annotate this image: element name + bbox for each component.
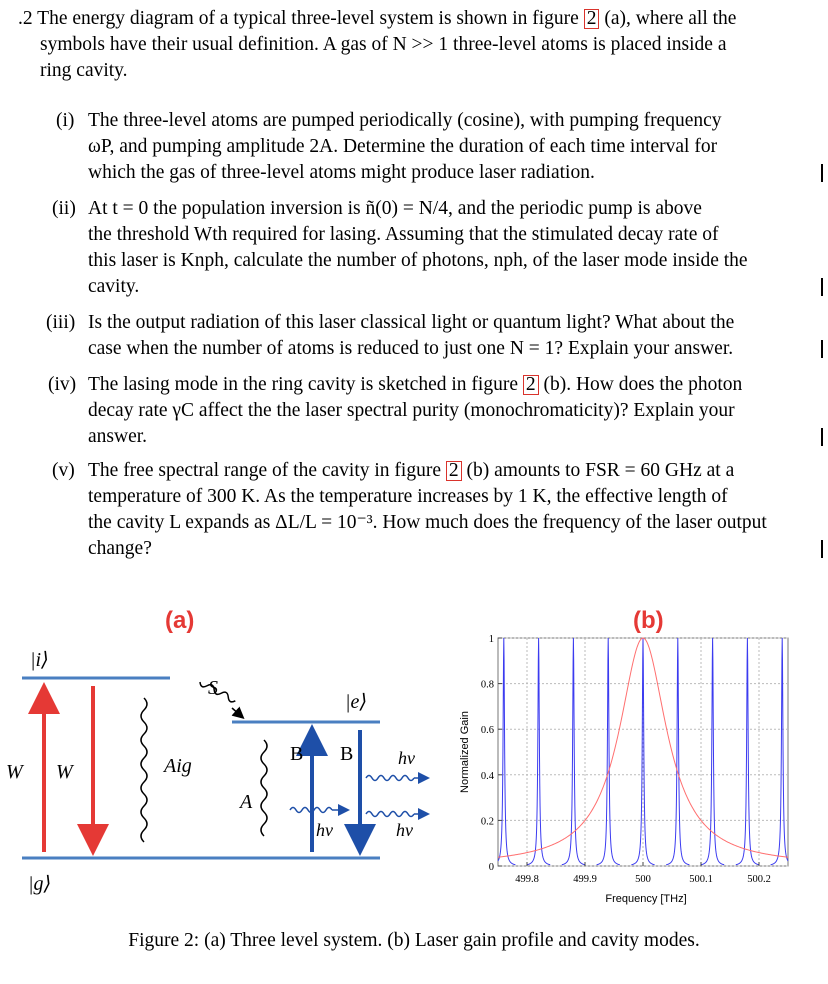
decay-eg-wave (261, 740, 267, 836)
level-i-label: |i⟩ (30, 649, 49, 671)
part-line: The lasing mode in the ring cavity is sketched in figure 2 (b). How does the photon (88, 374, 743, 395)
decay-a-label: A (240, 791, 253, 813)
x-axis-label: Frequency [THz] (605, 893, 687, 905)
part-label: (iv) (48, 374, 77, 395)
photon-label-3: hν (396, 820, 413, 840)
y-tick-label: 1 (488, 634, 494, 645)
photon-out-wave-2 (366, 812, 414, 817)
panel-a-label: (a) (165, 607, 195, 634)
margin-mark (821, 278, 823, 296)
part-label: (i) (56, 110, 75, 131)
level-g-label: |g⟩ (28, 873, 52, 895)
part-line: decay rate γC affect the the laser spectral purity (monochromaticity)? Explain your (88, 400, 735, 421)
spontaneous-label: S (208, 677, 218, 699)
pump-label-right: W (56, 761, 73, 783)
y-tick-label: 0.4 (480, 770, 494, 782)
panel-b-label: (b) (633, 607, 664, 634)
part-line: the threshold Wth required for lasing. Assuming that the stimulated decay rate of (88, 224, 719, 245)
problem-intro-line-2: symbols have their usual definition. A gas of N >> 1 three-level atoms is placed inside a (40, 34, 727, 55)
x-tick-label: 500.1 (689, 874, 713, 885)
photon-label-1: hν (316, 820, 333, 840)
part-line: ωP, and pumping amplitude 2A. Determine the duration of each time interval for (88, 136, 718, 157)
figure-caption: Figure 2: (a) Three level system. (b) Laser gain profile and cavity modes. (128, 930, 700, 951)
margin-mark (821, 164, 823, 182)
part-line: Is the output radiation of this laser classical light or quantum light? What about the (88, 312, 735, 333)
figure-ref-link[interactable]: 2 (584, 9, 600, 29)
part-line: change? (88, 538, 152, 559)
margin-mark (821, 540, 823, 558)
y-axis-label: Normalized Gain (459, 711, 471, 793)
part-line: case when the number of atoms is reduced to just one N = 1? Explain your answer. (88, 338, 734, 359)
x-tick-label: 500.2 (747, 874, 771, 885)
y-tick-label: 0.8 (480, 679, 494, 691)
y-tick-label: 0.2 (480, 816, 494, 828)
x-tick-label: 499.8 (515, 874, 539, 885)
decay-ig-wave (141, 698, 147, 842)
y-tick-label: 0.6 (480, 725, 494, 737)
stim-b2-label: B (340, 743, 354, 765)
problem-intro-line-1: .2 The energy diagram of a typical three-level system is shown in figure 2 (a), where all the (18, 8, 737, 29)
stim-b1-label: B (290, 743, 304, 765)
part-line: this laser is Knph, calculate the number of photons, nph, of the laser mode inside the (88, 250, 748, 271)
decay-ig-label: Aig (164, 755, 192, 777)
figure-ref-link[interactable]: 2 (523, 375, 539, 395)
part-label: (v) (52, 460, 75, 481)
margin-mark (821, 340, 823, 358)
part-line: which the gas of three-level atoms might produce laser radiation. (88, 162, 595, 183)
x-tick-label: 500 (635, 874, 651, 885)
photon-out-wave-1 (366, 776, 414, 781)
energy-level-diagram (0, 600, 450, 910)
pump-label-left: W (6, 761, 23, 783)
problem-number: .2 (18, 8, 33, 29)
part-line: The free spectral range of the cavity in figure 2 (b) amounts to FSR = 60 GHz at a (88, 460, 735, 481)
figure-ref-link[interactable]: 2 (446, 461, 462, 481)
gain-chart (450, 600, 820, 910)
part-label: (ii) (52, 198, 76, 219)
part-line: The three-level atoms are pumped periodically (cosine), with pumping frequency (88, 110, 722, 131)
problem-intro-line-3: ring cavity. (40, 60, 128, 81)
margin-mark (821, 428, 823, 446)
part-line: At t = 0 the population inversion is ñ(0) = N/4, and the periodic pump is above (88, 198, 702, 219)
y-tick-label: 0 (488, 862, 494, 873)
part-line: the cavity L expands as ΔL/L = 10⁻³. How much does the frequency of the laser output (88, 512, 767, 533)
part-line: cavity. (88, 276, 140, 297)
x-tick-label: 499.9 (573, 874, 597, 885)
part-line: answer. (88, 426, 148, 447)
photon-label-2: hν (398, 748, 415, 768)
part-line: temperature of 300 K. As the temperature increases by 1 K, the effective length of (88, 486, 728, 507)
level-e-label: |e⟩ (345, 691, 368, 713)
part-label: (iii) (46, 312, 76, 333)
